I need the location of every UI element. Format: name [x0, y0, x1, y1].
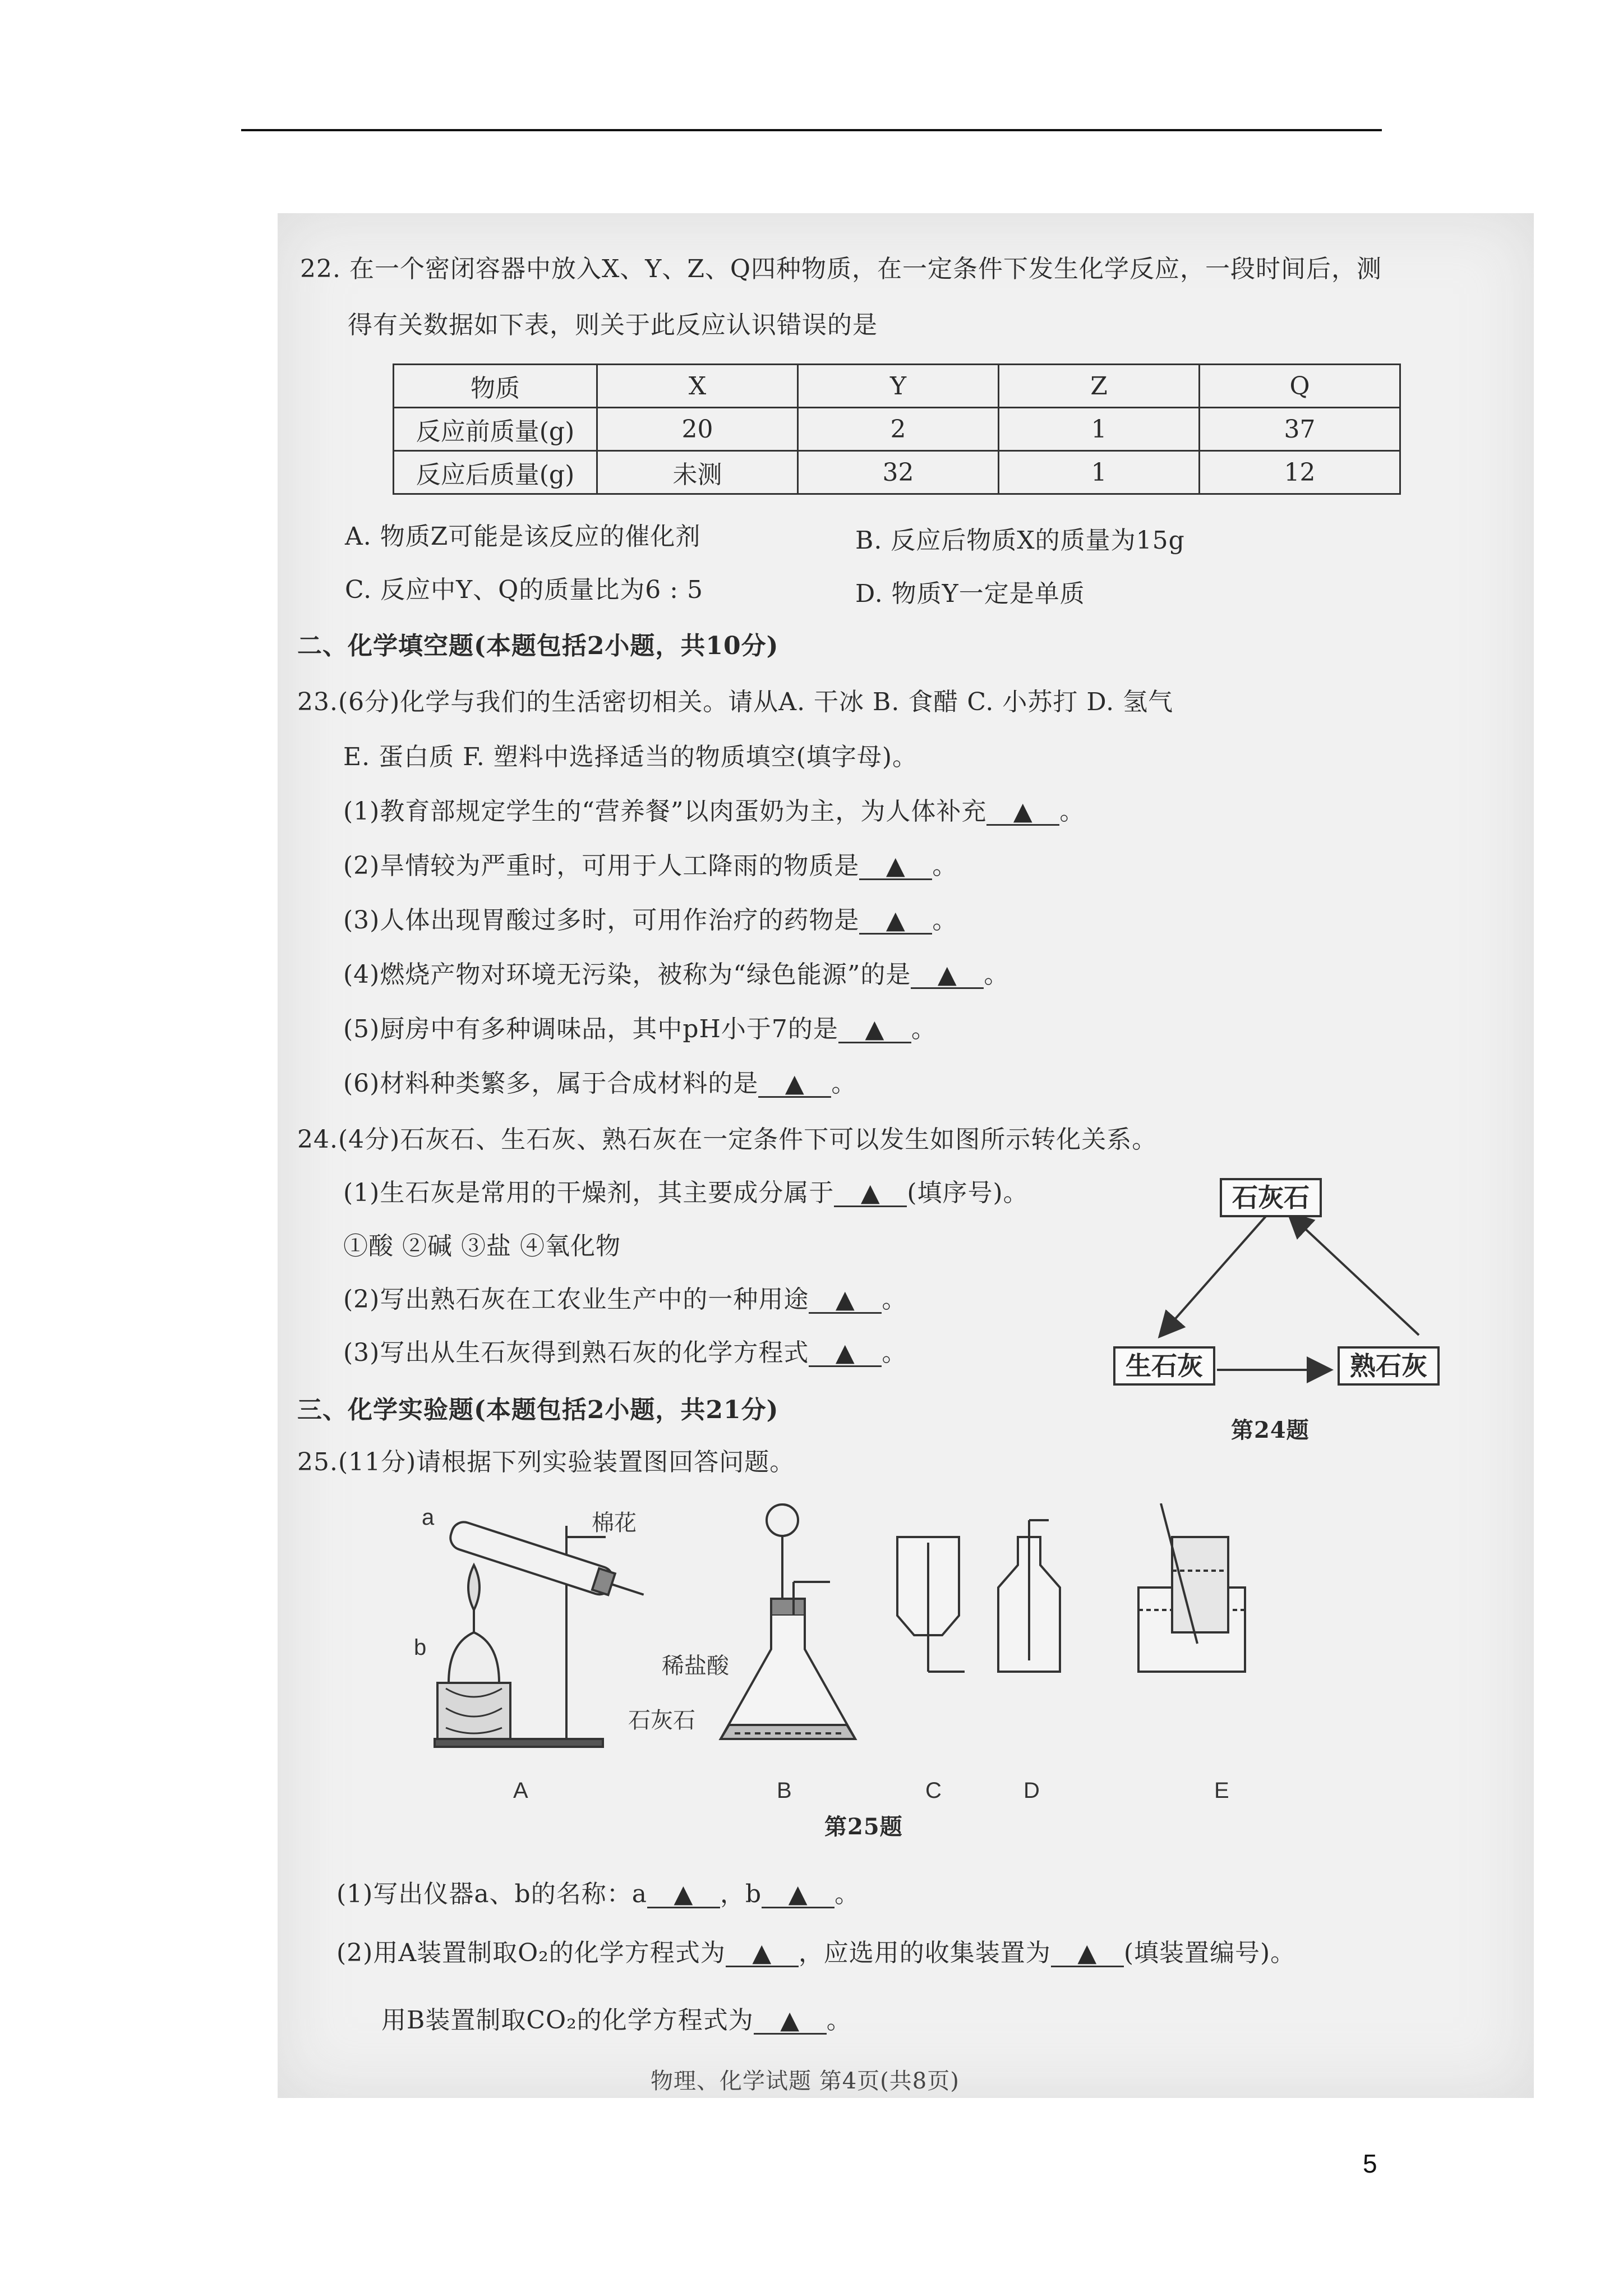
answer-blank: ▲ — [986, 799, 1059, 826]
label-dilute-hcl: 稀盐酸 — [662, 1654, 729, 1678]
page-number: 5 — [1363, 2149, 1377, 2178]
answer-blank: ▲ — [859, 854, 932, 880]
q25-figure-caption: 第25题 — [824, 1814, 903, 1840]
table-cell: 12 — [1200, 451, 1400, 494]
q25-item2: (2)用A装置制取O₂的化学方程式为 ▲ ，应选用的收集装置为 ▲ (填装置编号)。 — [336, 1939, 1296, 1967]
table-cell: 反应后质量(g) — [394, 451, 597, 494]
apparatus-label-d: D — [1023, 1778, 1040, 1803]
apparatus-b — [721, 1504, 855, 1739]
q24-choices: ①酸 ②碱 ③盐 ④氧化物 — [343, 1232, 621, 1260]
q23-item6: (6)材料种类繁多，属于合成材料的是 ▲ 。 — [343, 1069, 857, 1098]
answer-blank: ▲ — [1051, 1941, 1124, 1967]
q23-item3: (3)人体出现胃酸过多时，可用作治疗的药物是 ▲ 。 — [343, 906, 958, 935]
scanned-page — [278, 213, 1534, 2098]
table-cell: 1 — [999, 451, 1200, 494]
q22-data-table — [393, 364, 1401, 495]
q24-line1: 24.(4分)石灰石、生石灰、熟石灰在一定条件下可以发生如图所示转化关系。 — [297, 1125, 1158, 1154]
table-cell: 1 — [999, 408, 1200, 451]
label-limestone: 石灰石 — [628, 1708, 695, 1733]
q23-line1: 23.(6分)化学与我们的生活密切相关。请从A. 干冰 B. 食醋 C. 小苏打 D. 氢气 — [297, 688, 1174, 716]
page-footer: 物理、化学试题 第4页(共8页) — [651, 2068, 960, 2094]
apparatus-label-a: A — [513, 1778, 528, 1803]
apparatus-d — [998, 1520, 1060, 1672]
q22-line1: 22. 在一个密闭容器中放入X、Y、Z、Q四种物质，在一定条件下发生化学反应，一段时间后，测 — [300, 255, 1382, 283]
answer-blank: ▲ — [809, 1341, 882, 1367]
answer-blank: ▲ — [859, 908, 932, 935]
header-rule — [241, 129, 1382, 131]
q25-item3: 用B装置制取CO₂的化学方程式为 ▲ 。 — [381, 2006, 852, 2035]
q22-option-a: A. 物质Z可能是该反应的催化剂 — [345, 522, 701, 551]
q24-item2: (2)写出熟石灰在工农业生产中的一种用途 ▲ 。 — [343, 1285, 907, 1314]
q23-item5: (5)厨房中有多种调味品，其中pH小于7的是 ▲ 。 — [343, 1015, 937, 1043]
table-cell: 20 — [597, 408, 798, 451]
apparatus-label-b: B — [777, 1778, 792, 1803]
table-header-cell: Z — [999, 365, 1200, 408]
answer-blank: ▲ — [911, 963, 984, 989]
section3-title: 三、化学实验题(本题包括2小题，共21分) — [297, 1396, 779, 1424]
arrow-slakedlime-to-limestone — [1290, 1214, 1419, 1335]
q24-item1: (1)生石灰是常用的干燥剂，其主要成分属于 ▲ (填序号)。 — [343, 1179, 1029, 1207]
q22-option-d: D. 物质Y一定是单质 — [855, 579, 1085, 608]
table-header-cell: 物质 — [394, 365, 597, 408]
answer-blank: ▲ — [758, 1071, 831, 1098]
answer-blank: ▲ — [809, 1287, 882, 1314]
diagram-node-slaked-lime: 熟石灰 — [1338, 1346, 1440, 1386]
arrow-limestone-to-quicklime — [1161, 1214, 1267, 1335]
answer-blank: ▲ — [838, 1017, 911, 1043]
q23-item1: (1)教育部规定学生的“营养餐”以肉蛋奶为主，为人体补充 ▲ 。 — [343, 797, 1085, 826]
q22-line2: 得有关数据如下表，则关于此反应认识错误的是 — [348, 311, 878, 339]
q23-item2: (2)旱情较为严重时，可用于人工降雨的物质是 ▲ 。 — [343, 852, 958, 880]
q24-diagram-caption: 第24题 — [1231, 1417, 1310, 1443]
answer-blank: ▲ — [726, 1941, 799, 1967]
answer-blank: ▲ — [834, 1181, 907, 1207]
answer-blank: ▲ — [647, 1882, 720, 1908]
apparatus-label-c: C — [925, 1778, 942, 1803]
table-header-cell: X — [597, 365, 798, 408]
diagram-node-limestone: 石灰石 — [1220, 1178, 1322, 1217]
q23-line2: E. 蛋白质 F. 塑料中选择适当的物质填空(填字母)。 — [343, 743, 918, 771]
table-cell: 37 — [1200, 408, 1400, 451]
answer-blank: ▲ — [762, 1882, 834, 1908]
diagram-node-quicklime: 生石灰 — [1113, 1346, 1215, 1386]
q25-item1: (1)写出仪器a、b的名称：a ▲ ，b ▲ 。 — [336, 1880, 860, 1908]
answer-blank: ▲ — [754, 2008, 827, 2035]
table-header-row — [394, 365, 1400, 408]
table-cell: 32 — [798, 451, 999, 494]
section2-title: 二、化学填空题(本题包括2小题，共10分) — [297, 632, 779, 660]
apparatus-c — [897, 1537, 965, 1672]
table-cell: 2 — [798, 408, 999, 451]
q23-item4: (4)燃烧产物对环境无污染，被称为“绿色能源”的是 ▲ 。 — [343, 960, 1009, 989]
apparatus-e — [1138, 1503, 1245, 1672]
q24-item3: (3)写出从生石灰得到熟石灰的化学方程式 ▲ 。 — [343, 1338, 907, 1367]
label-b: b — [414, 1635, 427, 1660]
apparatus-label-e: E — [1214, 1778, 1229, 1803]
q22-option-b: B. 反应后物质X的质量为15g — [855, 526, 1185, 555]
label-cotton: 棉花 — [592, 1511, 637, 1535]
table-cell: 反应前质量(g) — [394, 408, 597, 451]
apparatus-a — [435, 1519, 648, 1747]
table-row — [394, 408, 1400, 451]
table-header-cell: Q — [1200, 365, 1400, 408]
q22-option-c: C. 反应中Y、Q的质量比为6 : 5 — [345, 576, 703, 604]
table-cell: 未测 — [597, 451, 798, 494]
table-row — [394, 451, 1400, 494]
label-a: a — [422, 1505, 435, 1530]
q25-apparatus-figure — [415, 1503, 1481, 1767]
table-header-cell: Y — [798, 365, 999, 408]
q25-line1: 25.(11分)请根据下列实验装置图回答问题。 — [297, 1448, 795, 1476]
